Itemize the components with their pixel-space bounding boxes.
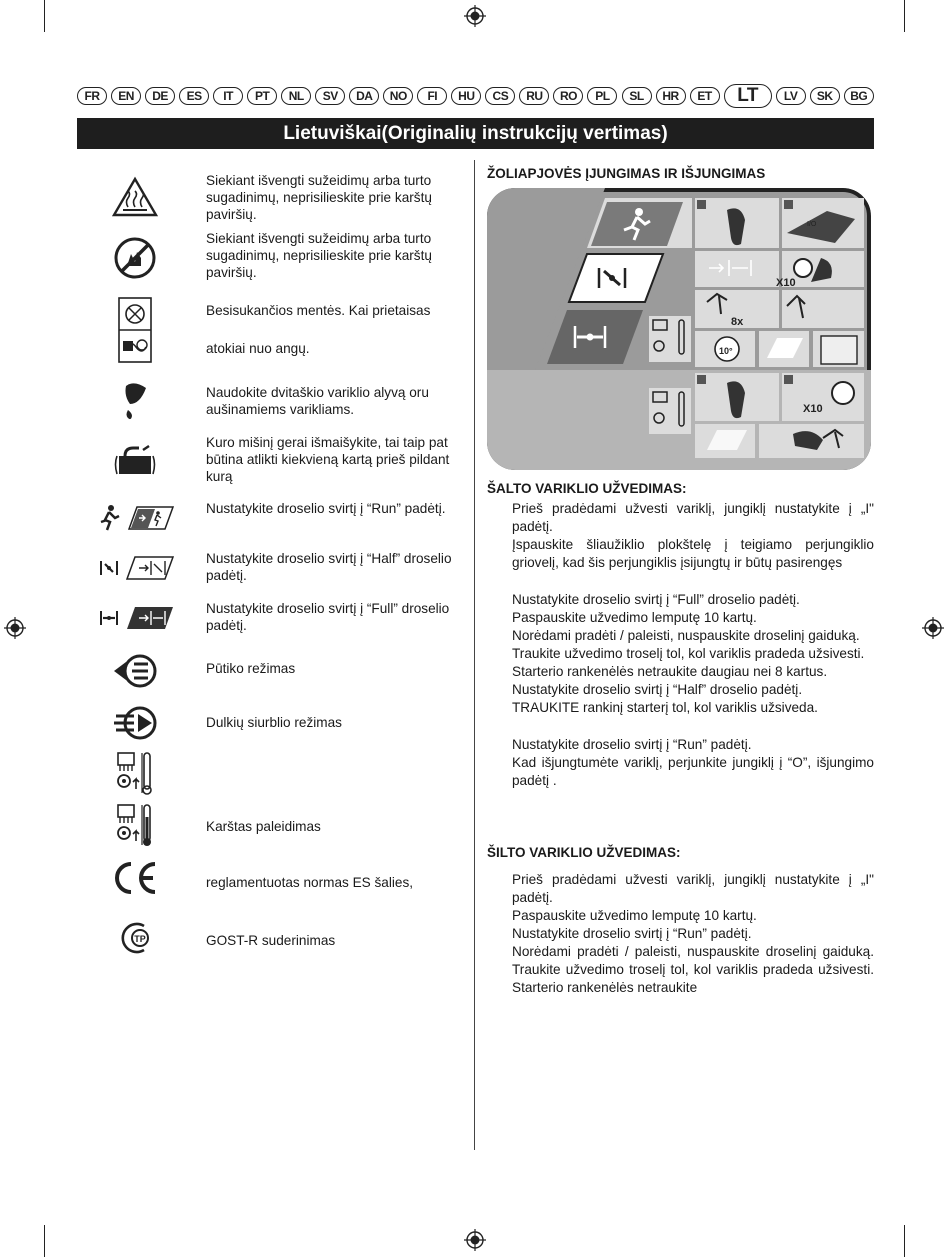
warm-start-steps xyxy=(512,871,874,997)
cold-step-1: Prieš pradėdami užvesti variklį, jungiklį nustatykite į „I" padėtį. xyxy=(512,501,874,534)
fuel-mix-icon xyxy=(80,438,190,484)
language-tab-hr[interactable]: HR xyxy=(656,87,686,105)
cold-step-4: Paspauskite užvedimo lemputę 10 kartų. xyxy=(512,610,757,625)
label-x10-b: X10 xyxy=(803,403,823,415)
language-tab-sl[interactable]: SL xyxy=(622,87,652,105)
language-tab-es[interactable]: ES xyxy=(179,87,209,105)
symbol-text: Siekiant išvengti sužeidimų arba turto sugadinimų, neprisilieskite prie karštų paviršių. xyxy=(206,173,432,222)
language-tab-sv[interactable]: SV xyxy=(315,87,345,105)
ce-mark-icon xyxy=(80,858,190,898)
language-tab-fr[interactable]: FR xyxy=(77,87,107,105)
registration-mark-icon xyxy=(464,1229,486,1251)
warm-step-3: Nustatykite droselio svirtį į “Run” padėtį. xyxy=(512,926,752,941)
page-title: Lietuviškai(Originalių instrukcijų vertimas) xyxy=(77,118,874,149)
cold-start-icon xyxy=(80,750,190,796)
crop-mark xyxy=(44,1225,45,1257)
hot-start-icon xyxy=(80,802,190,848)
cold-step-5: Norėdami pradėti / paleisti, nuspauskite droselinį gaiduką. xyxy=(512,628,860,643)
crop-mark xyxy=(44,0,45,32)
blower-mode-icon xyxy=(80,652,190,690)
column-divider xyxy=(474,160,475,1150)
rotating-blades-icon xyxy=(80,296,190,364)
spacer xyxy=(512,572,874,591)
section-heading-warm-start: ŠILTO VARIKLIO UŽVEDIMAS: xyxy=(487,845,681,860)
registration-mark-icon xyxy=(4,617,26,639)
registration-mark-icon xyxy=(464,5,486,27)
symbol-text: Naudokite dvitaškio variklio alyvą oru aušinamiems varikliams. xyxy=(206,385,429,417)
language-tab-bg[interactable]: BG xyxy=(844,87,874,105)
language-tab-fi[interactable]: FI xyxy=(417,87,447,105)
cold-step-3: Nustatykite droselio svirtį į “Full” droselio padėtį. xyxy=(512,592,800,607)
cold-step-2: Įspauskite šliaužiklio plokštelę į teigiamo perjungiklio griovelį, kad šis perjungiklis įsijungtų ir būtų pasirengęs xyxy=(512,537,874,570)
language-tab-cs[interactable]: CS xyxy=(485,87,515,105)
symbol-text: Karštas paleidimas xyxy=(206,819,321,834)
symbol-text: reglamentuotas normas ES šalies, xyxy=(206,875,414,890)
cold-step-9: TRAUKITE rankinį starterį tol, kol variklis užsiveda. xyxy=(512,700,818,715)
no-touch-hot-surface-icon xyxy=(80,232,190,284)
crop-mark xyxy=(904,0,905,32)
symbol-text: GOST-R suderinimas xyxy=(206,933,336,948)
vacuum-mode-icon xyxy=(80,704,190,742)
language-tab-pl[interactable]: PL xyxy=(587,87,617,105)
cold-step-11: Kad išjungtumėte variklį, perjunkite jungiklį į “O”, išjungimo padėtį . xyxy=(512,755,874,788)
symbol-text: atokiai nuo angų. xyxy=(206,341,310,356)
language-tab-it[interactable]: IT xyxy=(213,87,243,105)
cold-step-10: Nustatykite droselio svirtį į “Run” padėtį. xyxy=(512,737,752,752)
choke-run-icon xyxy=(80,502,190,534)
section-heading-cold-start: ŠALTO VARIKLIO UŽVEDIMAS: xyxy=(487,481,687,496)
warm-step-1: Prieš pradėdami užvesti variklį, jungiklį nustatykite į „I" padėtį. xyxy=(512,872,874,905)
language-tab-ro[interactable]: RO xyxy=(553,87,583,105)
language-tab-nl[interactable]: NL xyxy=(281,87,311,105)
spacer xyxy=(512,717,874,736)
label-8x: 8x xyxy=(731,316,744,328)
language-tab-et[interactable]: ET xyxy=(690,87,720,105)
language-tab-en[interactable]: EN xyxy=(111,87,141,105)
symbol-text: Siekiant išvengti sužeidimų arba turto sugadinimų, neprisilieskite prie karštų paviršių. xyxy=(206,231,432,280)
symbol-text: Nustatykite droselio svirtį į “Full” droselio padėtį. xyxy=(206,601,450,633)
label-io: I/O xyxy=(807,221,817,228)
language-tab-lv[interactable]: LV xyxy=(776,87,806,105)
language-tab-de[interactable]: DE xyxy=(145,87,175,105)
language-tab-hu[interactable]: HU xyxy=(451,87,481,105)
gost-r-mark-icon xyxy=(80,918,190,958)
section-heading-on-off: ŽOLIAPJOVĖS ĮJUNGIMAS IR IŠJUNGIMAS xyxy=(487,166,766,181)
warm-step-4: Norėdami pradėti / paleisti, nuspauskite droselinį gaiduką. Traukite užvedimo troselį tol, kol variklis pradeda užsivesti. Starterio rankenėlės netraukite xyxy=(512,944,874,995)
cold-start-steps xyxy=(512,500,874,790)
hot-surface-warning-icon xyxy=(80,172,190,222)
symbol-text: Kuro mišinį gerai išmaišykite, tai taip pat būtina atlikti kiekvieną kartą prieš pildant kurą xyxy=(206,435,450,484)
symbol-text: Dulkių siurblio režimas xyxy=(206,715,342,730)
oil-drop-icon xyxy=(80,382,190,422)
svg-text:TP: TP xyxy=(134,934,146,944)
crop-mark xyxy=(904,1225,905,1257)
language-tab-lt[interactable]: LT xyxy=(724,84,772,108)
label-x10-a: X10 xyxy=(776,277,796,289)
cold-step-6: Traukite užvedimo troselį tol, kol variklis pradeda užsivesti. xyxy=(512,646,865,661)
language-bar xyxy=(77,84,874,108)
registration-mark-icon xyxy=(922,617,944,639)
symbol-text: Besisukančios mentės. Kai prietaisas xyxy=(206,303,431,318)
choke-full-icon xyxy=(80,602,190,634)
starting-procedure-illustration xyxy=(487,188,871,470)
language-tab-no[interactable]: NO xyxy=(383,87,413,105)
cold-step-7: Starterio rankenėlės netraukite daugiau nei 8 kartus. xyxy=(512,664,828,679)
language-tab-pt[interactable]: PT xyxy=(247,87,277,105)
warm-step-2: Paspauskite užvedimo lemputę 10 kartų. xyxy=(512,908,757,923)
language-tab-ru[interactable]: RU xyxy=(519,87,549,105)
choke-half-icon xyxy=(80,552,190,584)
label-10-deg: 10° xyxy=(719,346,733,356)
symbol-text: Pūtiko režimas xyxy=(206,661,296,676)
language-tab-da[interactable]: DA xyxy=(349,87,379,105)
cold-step-8: Nustatykite droselio svirtį į “Half” droselio padėtį. xyxy=(512,682,803,697)
symbol-text: Nustatykite droselio svirtį į “Half” droselio padėtį. xyxy=(206,551,452,583)
symbol-text: Nustatykite droselio svirtį į “Run” padėtį. xyxy=(206,501,446,516)
language-tab-sk[interactable]: SK xyxy=(810,87,840,105)
